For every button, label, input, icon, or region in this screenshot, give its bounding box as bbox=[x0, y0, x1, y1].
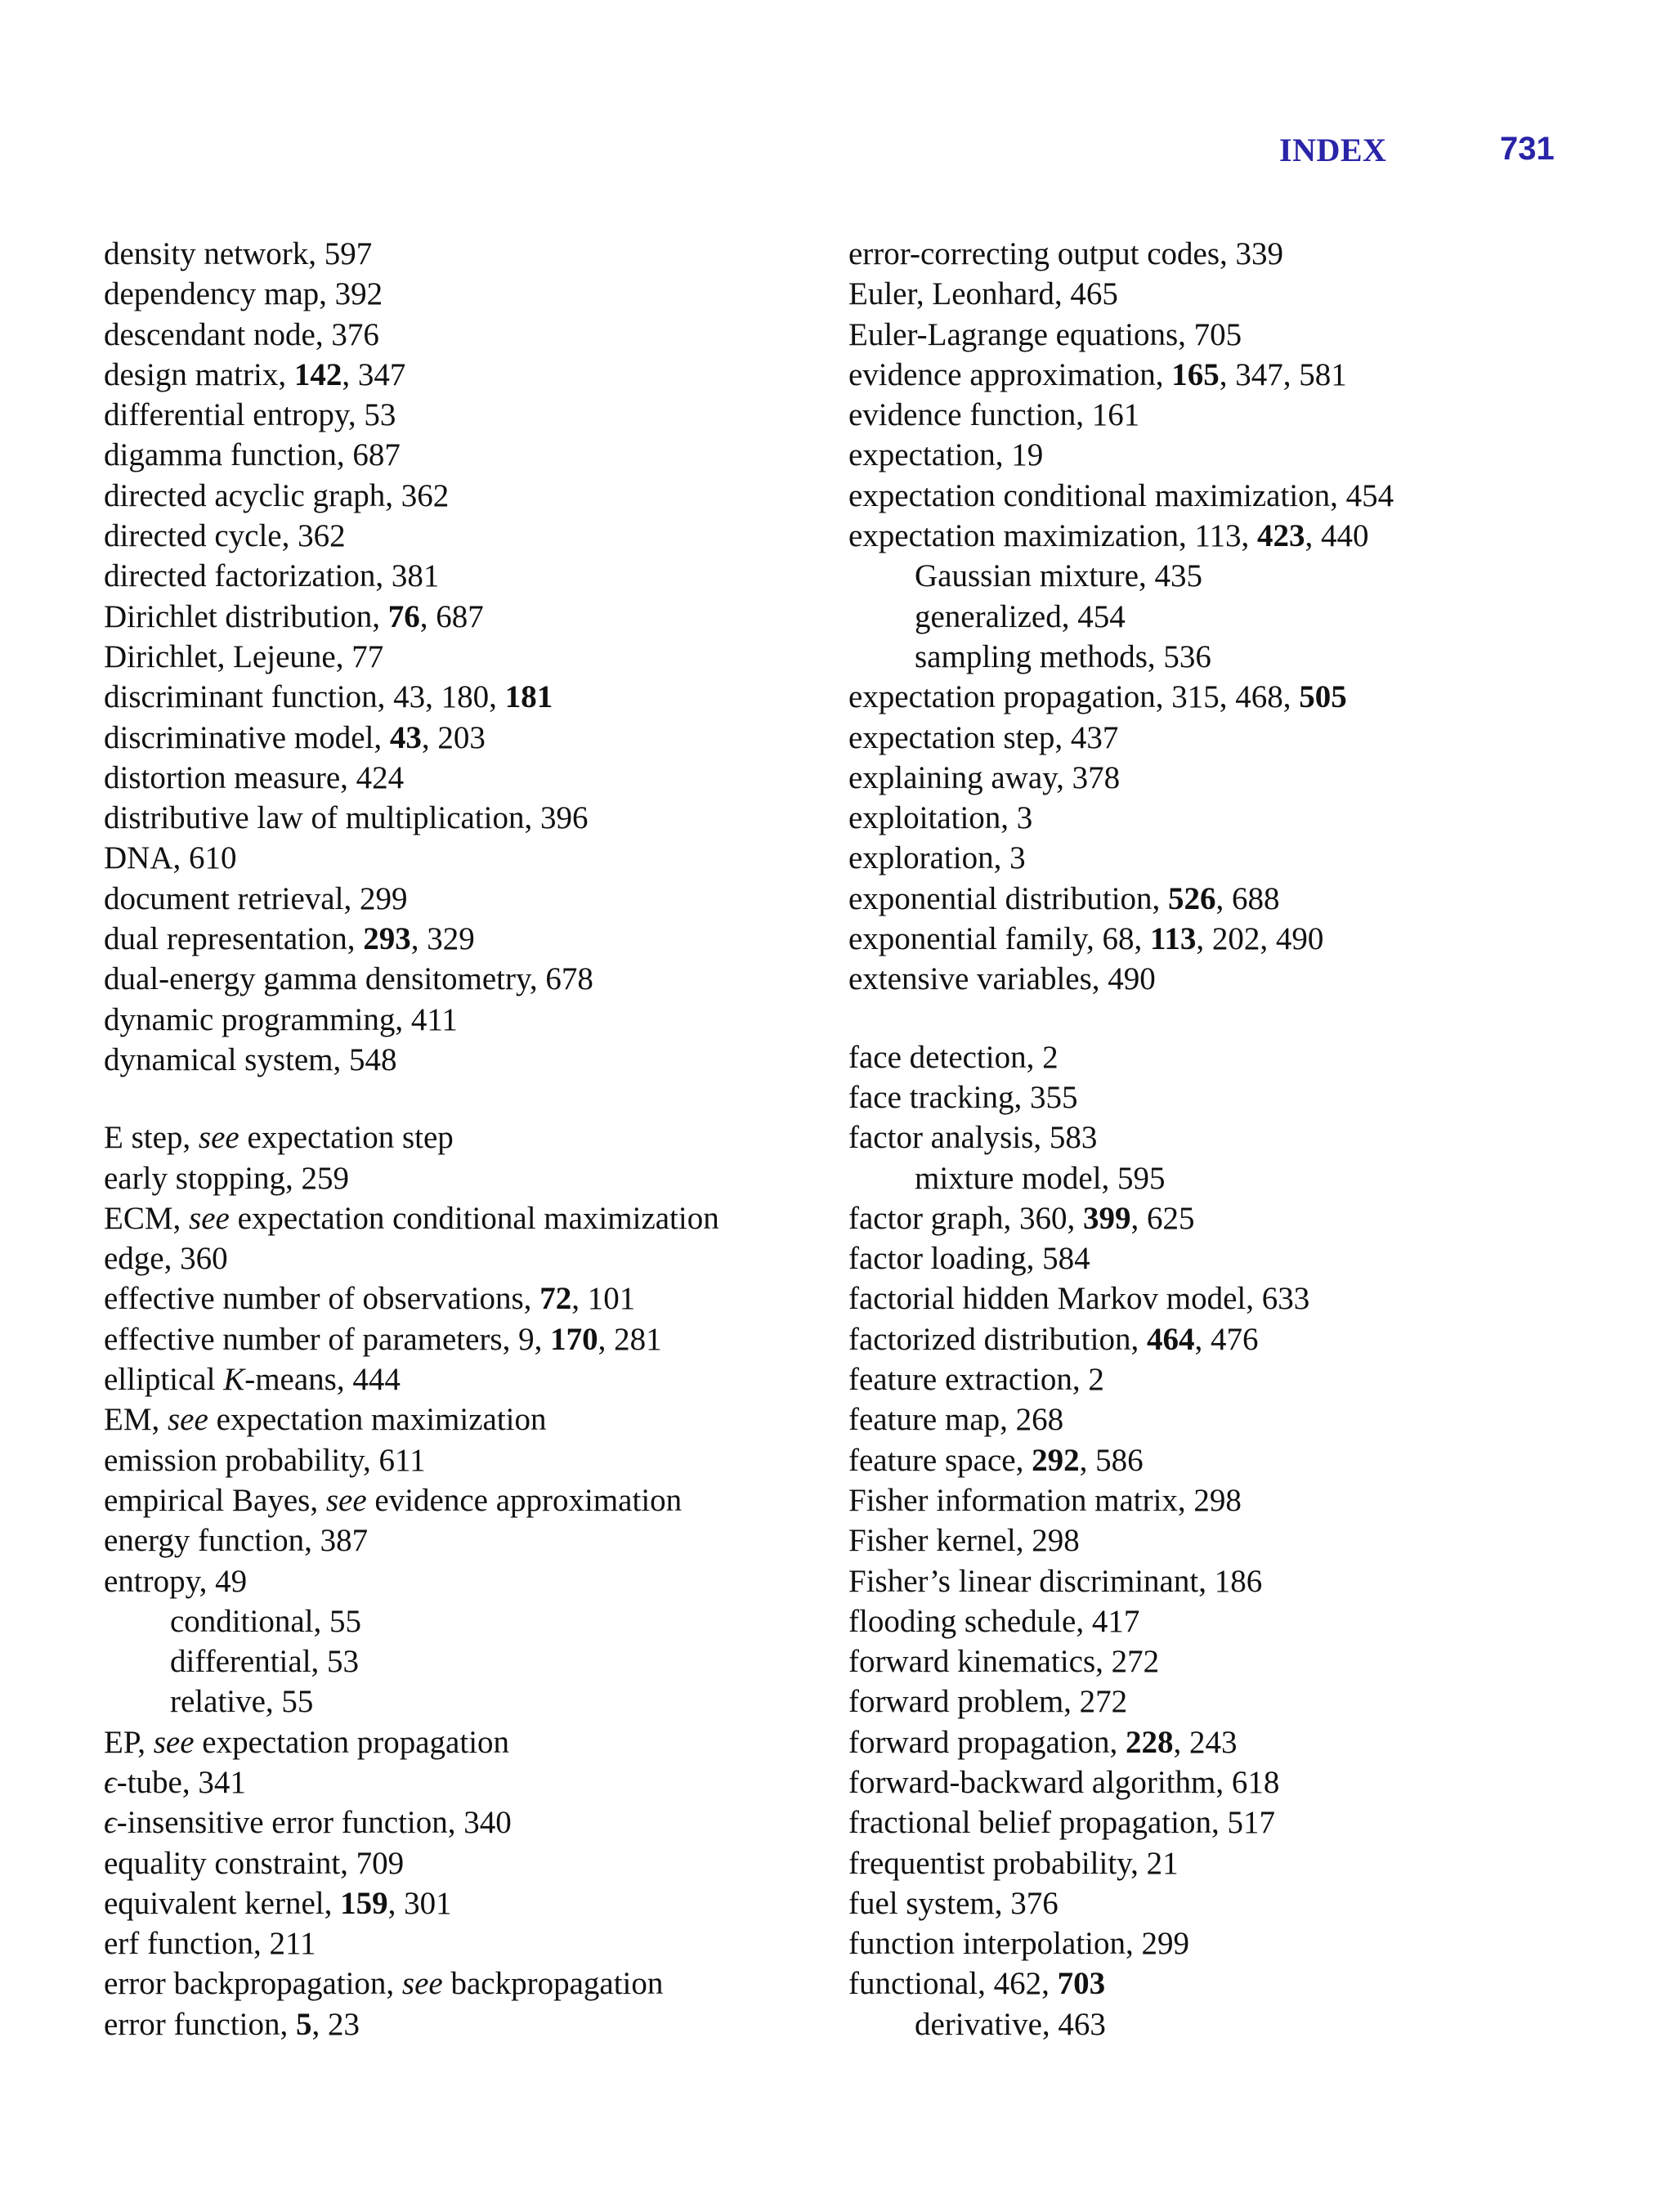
principal-page-ref: 76 bbox=[387, 598, 420, 634]
index-entry bbox=[104, 1762, 823, 1802]
index-entry bbox=[848, 1198, 1584, 1238]
principal-page-ref: 159 bbox=[340, 1885, 388, 1921]
entry-text: digamma function, 687 bbox=[104, 437, 401, 473]
entry-text: function interpolation, 299 bbox=[848, 1926, 1190, 1962]
index-entry bbox=[848, 1440, 1584, 1480]
entry-text: , 347 bbox=[342, 356, 406, 392]
entry-text: energy function, 387 bbox=[104, 1523, 369, 1559]
entry-text: , 687 bbox=[419, 598, 484, 634]
index-subentry bbox=[104, 1641, 823, 1681]
index-entry bbox=[104, 1040, 823, 1080]
index-entry bbox=[848, 718, 1584, 758]
index-entry bbox=[104, 838, 823, 878]
index-entry bbox=[104, 597, 823, 637]
entry-text: error function, bbox=[104, 2006, 296, 2042]
index-entry bbox=[104, 476, 823, 516]
italic-text: see bbox=[189, 1200, 230, 1236]
entry-text: -tube, 341 bbox=[116, 1764, 246, 1800]
index-entry bbox=[104, 1238, 823, 1278]
entry-text: feature space, bbox=[848, 1442, 1032, 1478]
principal-page-ref: 142 bbox=[293, 356, 342, 392]
principal-page-ref: 464 bbox=[1146, 1321, 1195, 1357]
entry-text: design matrix, bbox=[104, 356, 294, 392]
entry-text: expectation step, 437 bbox=[848, 719, 1119, 755]
entry-text: -means, 444 bbox=[244, 1362, 401, 1398]
entry-text: elliptical bbox=[104, 1362, 224, 1398]
principal-page-ref: 703 bbox=[1057, 1966, 1106, 2002]
index-entry bbox=[848, 1883, 1584, 1923]
italic-text: see bbox=[168, 1402, 208, 1438]
index-entry bbox=[104, 395, 823, 435]
index-entry bbox=[848, 1641, 1584, 1681]
entry-text: , 347, 581 bbox=[1219, 356, 1347, 392]
index-entry bbox=[104, 1399, 823, 1440]
index-subentry bbox=[848, 2004, 1584, 2044]
entry-text: Dirichlet, Lejeune, 77 bbox=[104, 638, 384, 674]
index-entry bbox=[104, 1480, 823, 1520]
entry-text: effective number of parameters, 9, bbox=[104, 1321, 551, 1357]
entry-text: EM, bbox=[104, 1402, 168, 1438]
entry-text: expectation conditional maximization bbox=[229, 1200, 719, 1236]
entry-text: expectation maximization bbox=[208, 1402, 547, 1438]
entry-text: Fisher kernel, 298 bbox=[848, 1523, 1080, 1559]
italic-text: ϵ bbox=[104, 1805, 117, 1841]
running-head-title: INDEX bbox=[1279, 132, 1387, 168]
entry-text: edge, 360 bbox=[104, 1241, 228, 1277]
entry-text: , 203 bbox=[421, 719, 486, 755]
index-entry bbox=[104, 1722, 823, 1762]
entry-text: early stopping, 259 bbox=[104, 1160, 350, 1196]
index-subentry bbox=[104, 1601, 823, 1641]
index-entry bbox=[848, 1722, 1584, 1762]
entry-text: sampling methods, 536 bbox=[915, 638, 1211, 674]
entry-text: , 688 bbox=[1215, 880, 1280, 916]
entry-text: descendant node, 376 bbox=[104, 316, 379, 352]
entry-text: , 301 bbox=[387, 1885, 452, 1921]
entry-text: Gaussian mixture, 435 bbox=[915, 558, 1203, 594]
index-entry bbox=[104, 879, 823, 919]
index-entry bbox=[848, 919, 1584, 959]
index-entry bbox=[104, 556, 823, 596]
entry-text: factorial hidden Markov model, 633 bbox=[848, 1281, 1310, 1317]
index-entry bbox=[104, 2004, 823, 2044]
entry-text: distributive law of multiplication, 396 bbox=[104, 800, 589, 836]
entry-text: evidence approximation, bbox=[848, 356, 1172, 392]
index-entry bbox=[104, 1000, 823, 1040]
entry-text: directed cycle, 362 bbox=[104, 518, 346, 554]
entry-text: expectation propagation, 315, 468, bbox=[848, 679, 1300, 715]
entry-text: directed factorization, 381 bbox=[104, 558, 440, 594]
index-entry bbox=[104, 1802, 823, 1843]
running-head bbox=[0, 131, 1674, 180]
entry-text: exploitation, 3 bbox=[848, 800, 1033, 836]
italic-text: see bbox=[153, 1724, 195, 1760]
italic-text: K bbox=[223, 1362, 245, 1398]
entry-text: empirical Bayes, bbox=[104, 1482, 326, 1518]
index-entry bbox=[104, 1319, 823, 1359]
entry-text: E step, bbox=[104, 1120, 199, 1156]
page-number: 731 bbox=[1500, 131, 1555, 167]
index-entry bbox=[848, 1077, 1584, 1117]
entry-text: Fisher information matrix, 298 bbox=[848, 1482, 1242, 1518]
entry-text: dual-energy gamma densitometry, 678 bbox=[104, 961, 593, 997]
entry-text: frequentist probability, 21 bbox=[848, 1845, 1179, 1881]
index-entry bbox=[848, 1319, 1584, 1359]
principal-page-ref: 423 bbox=[1257, 518, 1305, 554]
entry-text: EP, bbox=[104, 1724, 154, 1760]
entry-text: forward-backward algorithm, 618 bbox=[848, 1764, 1280, 1800]
index-entry bbox=[104, 435, 823, 475]
entry-text: expectation, 19 bbox=[848, 437, 1044, 473]
entry-text: differential entropy, 53 bbox=[104, 397, 396, 433]
entry-text: discriminative model, bbox=[104, 719, 390, 755]
index-entry bbox=[848, 395, 1584, 435]
index-entry bbox=[848, 435, 1584, 475]
principal-page-ref: 181 bbox=[504, 679, 553, 715]
entry-text: exponential family, 68, bbox=[848, 921, 1150, 957]
entry-text: dynamic programming, 411 bbox=[104, 1001, 458, 1037]
italic-text: see bbox=[198, 1120, 239, 1156]
entry-text: directed acyclic graph, 362 bbox=[104, 477, 450, 513]
entry-text: density network, 597 bbox=[104, 236, 373, 271]
entry-text: conditional, 55 bbox=[170, 1603, 361, 1639]
entry-text: , 281 bbox=[598, 1321, 662, 1357]
index-entry bbox=[104, 1359, 823, 1399]
entry-text: differential, 53 bbox=[170, 1644, 360, 1680]
principal-page-ref: 526 bbox=[1168, 880, 1216, 916]
entry-text: DNA, 610 bbox=[104, 840, 237, 876]
entry-text: factor graph, 360, bbox=[848, 1200, 1083, 1236]
entry-text: ECM, bbox=[104, 1200, 190, 1236]
index-entry bbox=[848, 959, 1584, 999]
entry-text: expectation maximization, 113, bbox=[848, 518, 1257, 554]
index-entry bbox=[104, 1198, 823, 1238]
entry-text: error backpropagation, bbox=[104, 1966, 402, 2002]
principal-page-ref: 113 bbox=[1149, 921, 1197, 957]
index-entry bbox=[848, 234, 1584, 274]
principal-page-ref: 228 bbox=[1125, 1724, 1174, 1760]
index-subentry bbox=[848, 556, 1584, 596]
entry-text: expectation conditional maximization, 454 bbox=[848, 477, 1394, 513]
index-entry bbox=[848, 274, 1584, 314]
index-entry bbox=[848, 355, 1584, 395]
entry-text: , 329 bbox=[410, 921, 475, 957]
index-entry bbox=[104, 919, 823, 959]
index-entry bbox=[848, 1762, 1584, 1802]
index-entry bbox=[104, 1520, 823, 1560]
entry-text: , 101 bbox=[571, 1281, 636, 1317]
entry-text: -insensitive error function, 340 bbox=[116, 1805, 512, 1841]
index-column-right bbox=[848, 234, 1584, 2044]
entry-text: , 440 bbox=[1305, 518, 1369, 554]
entry-text: forward kinematics, 272 bbox=[848, 1644, 1160, 1680]
entry-text: generalized, 454 bbox=[915, 598, 1126, 634]
italic-text: ϵ bbox=[104, 1764, 117, 1800]
entry-text: face tracking, 355 bbox=[848, 1079, 1078, 1115]
entry-text: error-correcting output codes, 339 bbox=[848, 236, 1284, 271]
entry-text: expectation step bbox=[239, 1120, 454, 1156]
entry-text: forward problem, 272 bbox=[848, 1684, 1128, 1720]
index-entry bbox=[104, 1561, 823, 1601]
index-entry bbox=[104, 1883, 823, 1923]
index-entry bbox=[848, 1520, 1584, 1560]
index-entry bbox=[848, 516, 1584, 556]
italic-text: see bbox=[401, 1966, 443, 2002]
entry-text: equality constraint, 709 bbox=[104, 1845, 405, 1881]
entry-text: entropy, 49 bbox=[104, 1563, 248, 1599]
principal-page-ref: 292 bbox=[1032, 1442, 1080, 1478]
principal-page-ref: 5 bbox=[296, 2006, 312, 2042]
entry-text: factorized distribution, bbox=[848, 1321, 1147, 1357]
entry-text: evidence approximation bbox=[366, 1482, 683, 1518]
index-entry bbox=[848, 315, 1584, 355]
entry-text: erf function, 211 bbox=[104, 1926, 316, 1962]
entry-text: explaining away, 378 bbox=[848, 759, 1121, 795]
index-entry bbox=[848, 1399, 1584, 1440]
entry-text: , 586 bbox=[1079, 1442, 1144, 1478]
entry-text: effective number of observations, bbox=[104, 1281, 540, 1317]
index-entry bbox=[848, 879, 1584, 919]
entry-text: feature extraction, 2 bbox=[848, 1362, 1104, 1398]
entry-text: distortion measure, 424 bbox=[104, 759, 405, 795]
entry-text: backpropagation bbox=[442, 1966, 664, 2002]
index-entry bbox=[848, 677, 1584, 717]
index-entry bbox=[848, 1923, 1584, 1963]
index-entry bbox=[848, 1601, 1584, 1641]
letter-group-gap bbox=[104, 1080, 823, 1117]
index-subentry bbox=[848, 637, 1584, 677]
entry-text: extensive variables, 490 bbox=[848, 961, 1156, 997]
index-entry bbox=[848, 758, 1584, 798]
index-entry bbox=[104, 355, 823, 395]
index-entry bbox=[104, 1117, 823, 1157]
principal-page-ref: 72 bbox=[539, 1281, 572, 1317]
index-entry bbox=[104, 959, 823, 999]
entry-text: evidence function, 161 bbox=[848, 397, 1140, 433]
index-entry bbox=[104, 798, 823, 838]
entry-text: factor analysis, 583 bbox=[848, 1120, 1098, 1156]
index-entry bbox=[104, 274, 823, 314]
entry-text: dynamical system, 548 bbox=[104, 1041, 397, 1077]
index-subentry bbox=[848, 1158, 1584, 1198]
entry-text: exponential distribution, bbox=[848, 880, 1169, 916]
entry-text: , 23 bbox=[311, 2006, 360, 2042]
index-entry bbox=[104, 1278, 823, 1319]
entry-text: Fisher’s linear discriminant, 186 bbox=[848, 1563, 1263, 1599]
index-entry bbox=[848, 1480, 1584, 1520]
entry-text: expectation propagation bbox=[194, 1724, 510, 1760]
index-subentry bbox=[104, 1681, 823, 1722]
entry-text: , 476 bbox=[1194, 1321, 1259, 1357]
index-entry bbox=[848, 798, 1584, 838]
index-entry bbox=[848, 1359, 1584, 1399]
index-entry bbox=[848, 1963, 1584, 2004]
index-entry bbox=[104, 718, 823, 758]
index-entry bbox=[104, 516, 823, 556]
entry-text: discriminant function, 43, 180, bbox=[104, 679, 505, 715]
index-entry bbox=[848, 476, 1584, 516]
principal-page-ref: 505 bbox=[1299, 679, 1347, 715]
index-entry bbox=[104, 1440, 823, 1480]
index-entry bbox=[104, 234, 823, 274]
entry-text: factor loading, 584 bbox=[848, 1241, 1090, 1277]
index-entry bbox=[104, 637, 823, 677]
entry-text: Dirichlet distribution, bbox=[104, 598, 388, 634]
index-entry bbox=[104, 315, 823, 355]
index-entry bbox=[104, 677, 823, 717]
entry-text: , 625 bbox=[1130, 1200, 1195, 1236]
index-entry bbox=[104, 1963, 823, 2004]
entry-text: feature map, 268 bbox=[848, 1402, 1064, 1438]
entry-text: mixture model, 595 bbox=[915, 1160, 1166, 1196]
index-column-left bbox=[104, 234, 823, 2044]
italic-text: see bbox=[325, 1482, 367, 1518]
entry-text: derivative, 463 bbox=[915, 2006, 1106, 2042]
principal-page-ref: 399 bbox=[1082, 1200, 1131, 1236]
entry-text: functional, 462, bbox=[848, 1966, 1058, 2002]
entry-text: Euler-Lagrange equations, 705 bbox=[848, 316, 1242, 352]
principal-page-ref: 43 bbox=[389, 719, 422, 755]
index-entry bbox=[848, 1238, 1584, 1278]
index-entry bbox=[848, 1802, 1584, 1843]
index-entry bbox=[104, 1843, 823, 1883]
principal-page-ref: 170 bbox=[550, 1321, 598, 1357]
entry-text: fuel system, 376 bbox=[848, 1885, 1059, 1921]
principal-page-ref: 165 bbox=[1171, 356, 1220, 392]
index-entry bbox=[848, 1843, 1584, 1883]
entry-text: , 202, 490 bbox=[1196, 921, 1324, 957]
principal-page-ref: 293 bbox=[363, 921, 411, 957]
entry-text: equivalent kernel, bbox=[104, 1885, 341, 1921]
letter-group-gap bbox=[848, 1000, 1584, 1037]
entry-text: Euler, Leonhard, 465 bbox=[848, 276, 1118, 312]
index-entry bbox=[848, 1117, 1584, 1157]
index-entry bbox=[848, 1561, 1584, 1601]
index-entry bbox=[848, 1278, 1584, 1319]
index-entry bbox=[104, 1158, 823, 1198]
index-entry bbox=[104, 1923, 823, 1963]
index-subentry bbox=[848, 597, 1584, 637]
entry-text: dual representation, bbox=[104, 921, 364, 957]
entry-text: relative, 55 bbox=[170, 1684, 314, 1720]
entry-text: fractional belief propagation, 517 bbox=[848, 1805, 1275, 1841]
index-entry bbox=[848, 838, 1584, 878]
entry-text: emission probability, 611 bbox=[104, 1442, 426, 1478]
index-entry bbox=[848, 1681, 1584, 1722]
entry-text: forward propagation, bbox=[848, 1724, 1126, 1760]
index-entry bbox=[848, 1037, 1584, 1077]
entry-text: document retrieval, 299 bbox=[104, 880, 408, 916]
entry-text: exploration, 3 bbox=[848, 840, 1026, 876]
entry-text: dependency map, 392 bbox=[104, 276, 383, 312]
index-entry bbox=[104, 758, 823, 798]
entry-text: , 243 bbox=[1173, 1724, 1238, 1760]
entry-text: flooding schedule, 417 bbox=[848, 1603, 1140, 1639]
entry-text: face detection, 2 bbox=[848, 1039, 1059, 1075]
